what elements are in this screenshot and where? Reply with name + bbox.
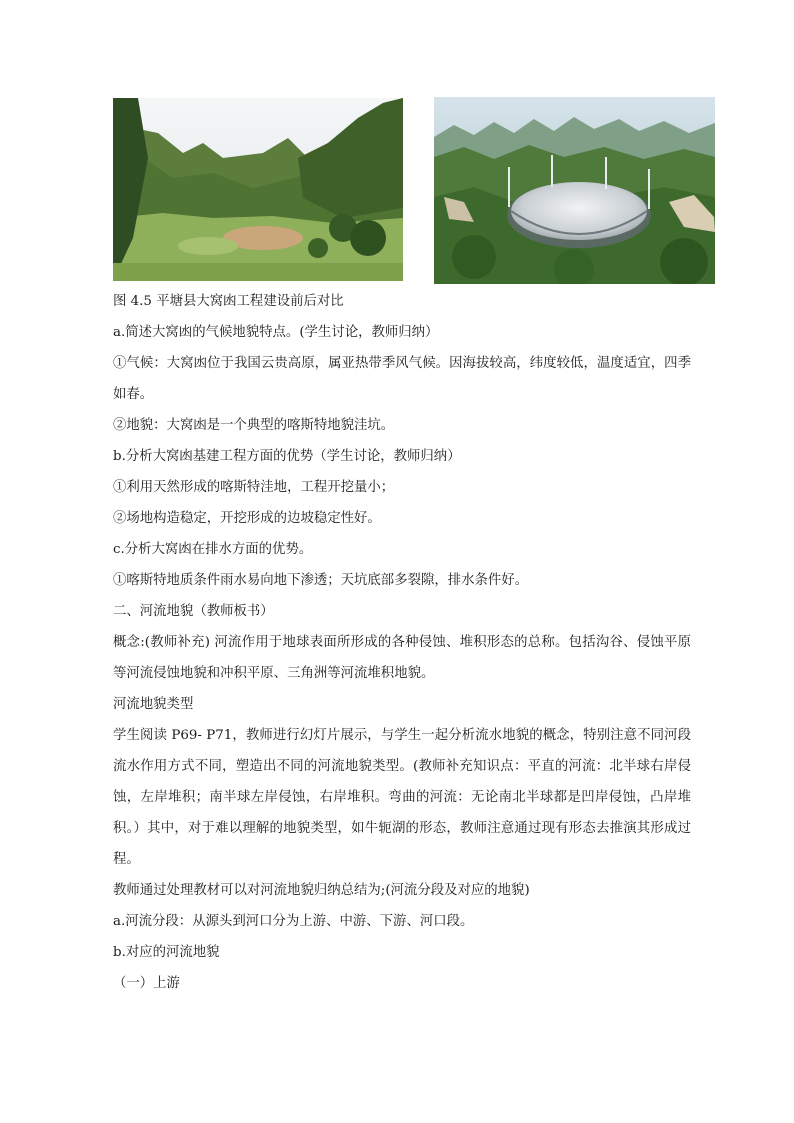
river-sections: a.河流分段：从源头到河口分为上游、中游、下游、河口段。 — [113, 914, 474, 929]
answer-landform: ②地貌：大窝凼是一个典型的喀斯特地貌洼坑。 — [113, 418, 395, 433]
question-a-heading: a.简述大窝凼的气候地貌特点。(学生讨论，教师归纳） — [113, 325, 439, 340]
summary-intro: 教师通过处理教材可以对河流地貌归纳总结为;(河流分段及对应的地貌) — [113, 883, 530, 898]
section-heading-river-landforms: 二、河流地貌（教师板书） — [113, 604, 274, 619]
figure-caption: 图 4.5 平塘县大窝凼工程建设前后对比 — [113, 294, 344, 309]
photo-before-construction — [113, 98, 403, 281]
answer-b-2: ②场地构造稳定，开挖形成的边坡稳定性好。 — [113, 511, 381, 526]
document-body — [113, 286, 691, 999]
upstream-heading: （一）上游 — [113, 976, 180, 991]
answer-b-1: ①利用天然形成的喀斯特洼地，工程开挖量小； — [113, 480, 395, 495]
reading-paragraph: 学生阅读 P69- P71，教师进行幻灯片展示，与学生一起分析流水地貌的概念，特别注意不同河段流水作用方式不同，塑造出不同的河流地貌类型。(教师补充知识点：平直的河流：北半球右岸侵蚀，左岸堆积；南半球左岸侵蚀，右岸堆积。弯曲的河流：无论南北半球都是凹岸侵蚀，凸岸堆积。）其中，对于难以理解的地貌类型，如牛轭湖的形态，教师注意通过现有形态去推演其形成过程。 — [113, 728, 691, 867]
corresponding-landforms: b.对应的河流地貌 — [113, 945, 220, 960]
concept-paragraph: 概念:(教师补充) 河流作用于地球表面所形成的各种侵蚀、堆积形态的总称。包括沟谷、侵蚀平原等河流侵蚀地貌和冲积平原、三角洲等河流堆积地貌。 — [113, 635, 691, 681]
answer-c-1: ①喀斯特地质条件雨水易向地下渗透；天坑底部多裂隙，排水条件好。 — [113, 573, 529, 588]
answer-climate: ①气候：大窝凼位于我国云贵高原，属亚热带季风气候。因海拔较高，纬度较低，温度适宜，四季如春。 — [113, 356, 691, 402]
question-b-heading: b.分析大窝凼基建工程方面的优势（学生讨论，教师归纳） — [113, 449, 461, 464]
photo-after-construction-fast-telescope — [434, 97, 715, 284]
subheading-landform-types: 河流地貌类型 — [113, 697, 194, 712]
question-c-heading: c.分析大窝凼在排水方面的优势。 — [113, 542, 313, 557]
